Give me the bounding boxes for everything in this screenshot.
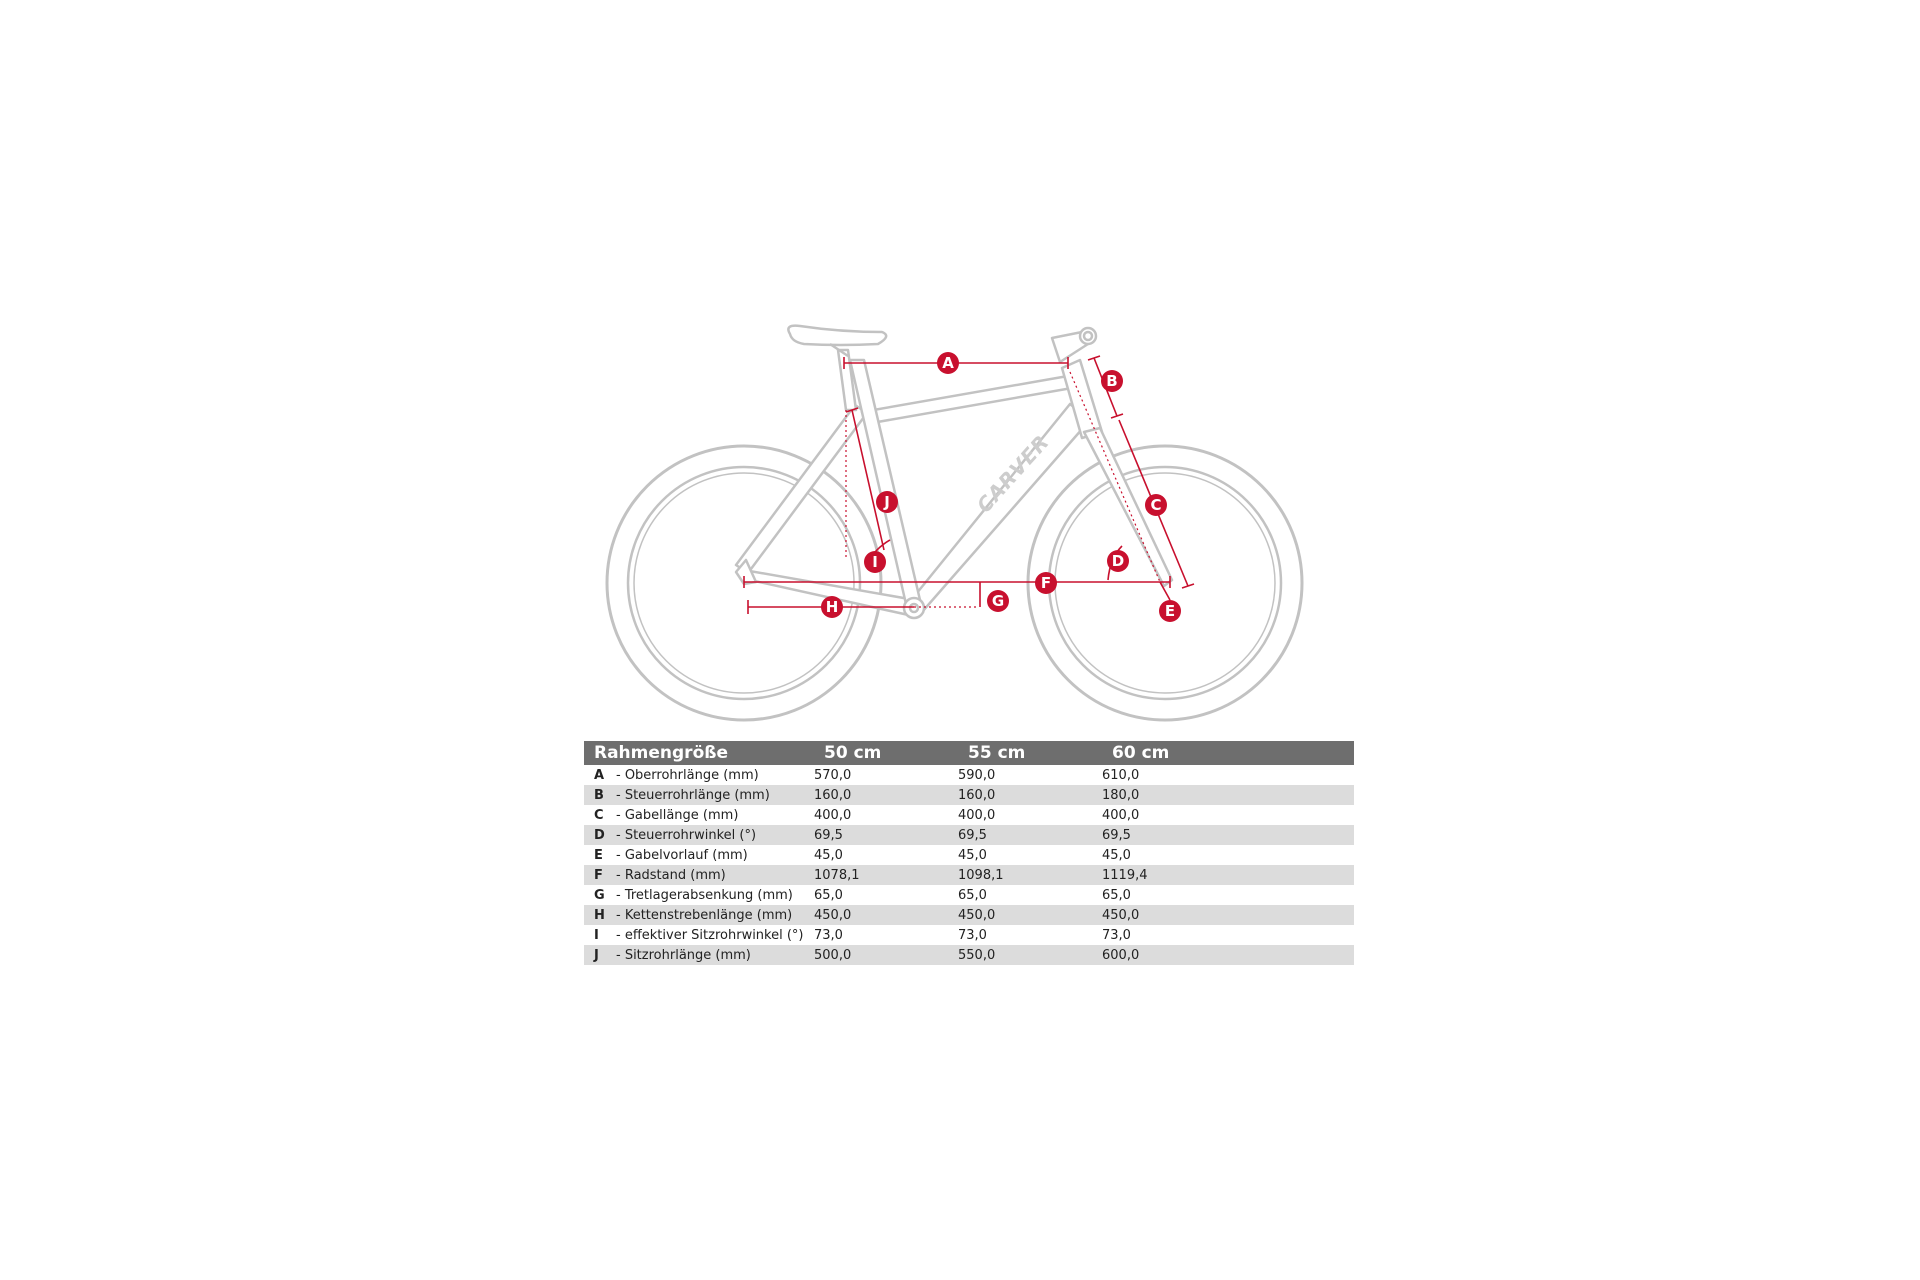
row-value: 570,0 <box>814 767 852 783</box>
row-value: 500,0 <box>814 945 958 965</box>
row-value: 400,0 <box>958 807 996 823</box>
row-parameter: - Kettenstrebenlänge (mm) <box>616 905 814 925</box>
row-parameter: - Steuerrohrwinkel (°) <box>616 825 814 845</box>
geometry-table <box>584 741 1354 965</box>
table-row <box>584 865 1354 885</box>
marker-j <box>876 491 898 513</box>
header-frame-size: Rahmengröße <box>584 741 814 765</box>
row-parameter: - Radstand (mm) <box>616 865 814 885</box>
row-parameter: - Sitzrohrlänge (mm) <box>616 945 814 965</box>
marker-h-label: H <box>825 598 839 616</box>
row-letter: J <box>584 945 616 965</box>
row-value: 45,0 <box>958 847 987 863</box>
row-letter: C <box>594 807 604 823</box>
table-row <box>584 805 1354 825</box>
marker-i-label: I <box>872 553 878 571</box>
marker-c-label: C <box>1150 496 1162 514</box>
brand-logo: CARVER <box>971 429 1055 518</box>
marker-g-label: G <box>991 592 1005 610</box>
row-letter: I <box>594 927 599 943</box>
marker-a <box>937 352 959 374</box>
row-value: 45,0 <box>814 847 843 863</box>
table-row <box>584 765 1354 785</box>
row-value: 450,0 <box>1102 905 1354 925</box>
marker-h <box>821 596 843 618</box>
marker-e-label: E <box>1164 602 1176 620</box>
table-row <box>584 845 1354 865</box>
row-value: 69,5 <box>958 825 1102 845</box>
row-value: 45,0 <box>1102 847 1131 863</box>
row-value: 160,0 <box>814 785 958 805</box>
row-value: 1098,1 <box>958 865 1102 885</box>
marker-d-label: D <box>1111 552 1125 570</box>
table-row <box>584 825 1354 845</box>
row-letter: F <box>584 865 616 885</box>
marker-c <box>1145 494 1167 516</box>
row-letter: E <box>594 847 603 863</box>
row-value: 69,5 <box>1102 825 1354 845</box>
row-value: 450,0 <box>958 905 1102 925</box>
marker-b <box>1101 370 1123 392</box>
marker-f <box>1035 572 1057 594</box>
table-row <box>584 925 1354 945</box>
row-value: 73,0 <box>814 927 843 943</box>
row-value: 65,0 <box>1102 887 1131 903</box>
row-value: 590,0 <box>958 767 996 783</box>
header-size-50: 50 cm <box>814 741 958 765</box>
row-parameter: - Gabellänge (mm) <box>616 807 739 823</box>
marker-e <box>1159 600 1181 622</box>
row-value: 610,0 <box>1102 767 1140 783</box>
row-value: 65,0 <box>814 887 843 903</box>
row-parameter: - effektiver Sitzrohrwinkel (°) <box>616 927 804 943</box>
row-parameter: - Gabelvorlauf (mm) <box>616 847 748 863</box>
row-value: 600,0 <box>1102 945 1354 965</box>
table-header-row <box>584 741 1354 765</box>
marker-b-label: B <box>1106 372 1118 390</box>
row-letter: B <box>584 785 616 805</box>
row-value: 550,0 <box>958 945 1102 965</box>
marker-j-label: J <box>884 493 890 511</box>
row-value: 1119,4 <box>1102 865 1354 885</box>
row-value: 400,0 <box>814 807 852 823</box>
marker-i <box>864 551 886 573</box>
table-row <box>584 885 1354 905</box>
row-value: 73,0 <box>958 927 987 943</box>
row-value: 180,0 <box>1102 785 1354 805</box>
marker-a-label: A <box>942 354 954 372</box>
row-value: 400,0 <box>1102 807 1140 823</box>
row-parameter: - Tretlagerabsenkung (mm) <box>616 887 793 903</box>
table-row <box>584 785 1354 805</box>
row-value: 1078,1 <box>814 865 958 885</box>
row-parameter: - Oberrohrlänge (mm) <box>616 767 759 783</box>
row-letter: A <box>594 767 605 783</box>
header-size-60: 60 cm <box>1102 741 1354 765</box>
marker-g <box>987 590 1009 612</box>
row-value: 73,0 <box>1102 927 1131 943</box>
row-letter: H <box>584 905 616 925</box>
row-letter: D <box>584 825 616 845</box>
row-value: 160,0 <box>958 785 1102 805</box>
marker-d <box>1107 550 1129 572</box>
table-body <box>584 765 1354 965</box>
table-row <box>584 905 1354 925</box>
row-letter: G <box>594 887 605 903</box>
row-value: 450,0 <box>814 905 958 925</box>
marker-f-label: F <box>1040 574 1052 592</box>
table-row <box>584 945 1354 965</box>
row-parameter: - Steuerrohrlänge (mm) <box>616 785 814 805</box>
header-size-55: 55 cm <box>958 741 1102 765</box>
row-value: 69,5 <box>814 825 958 845</box>
row-value: 65,0 <box>958 887 987 903</box>
